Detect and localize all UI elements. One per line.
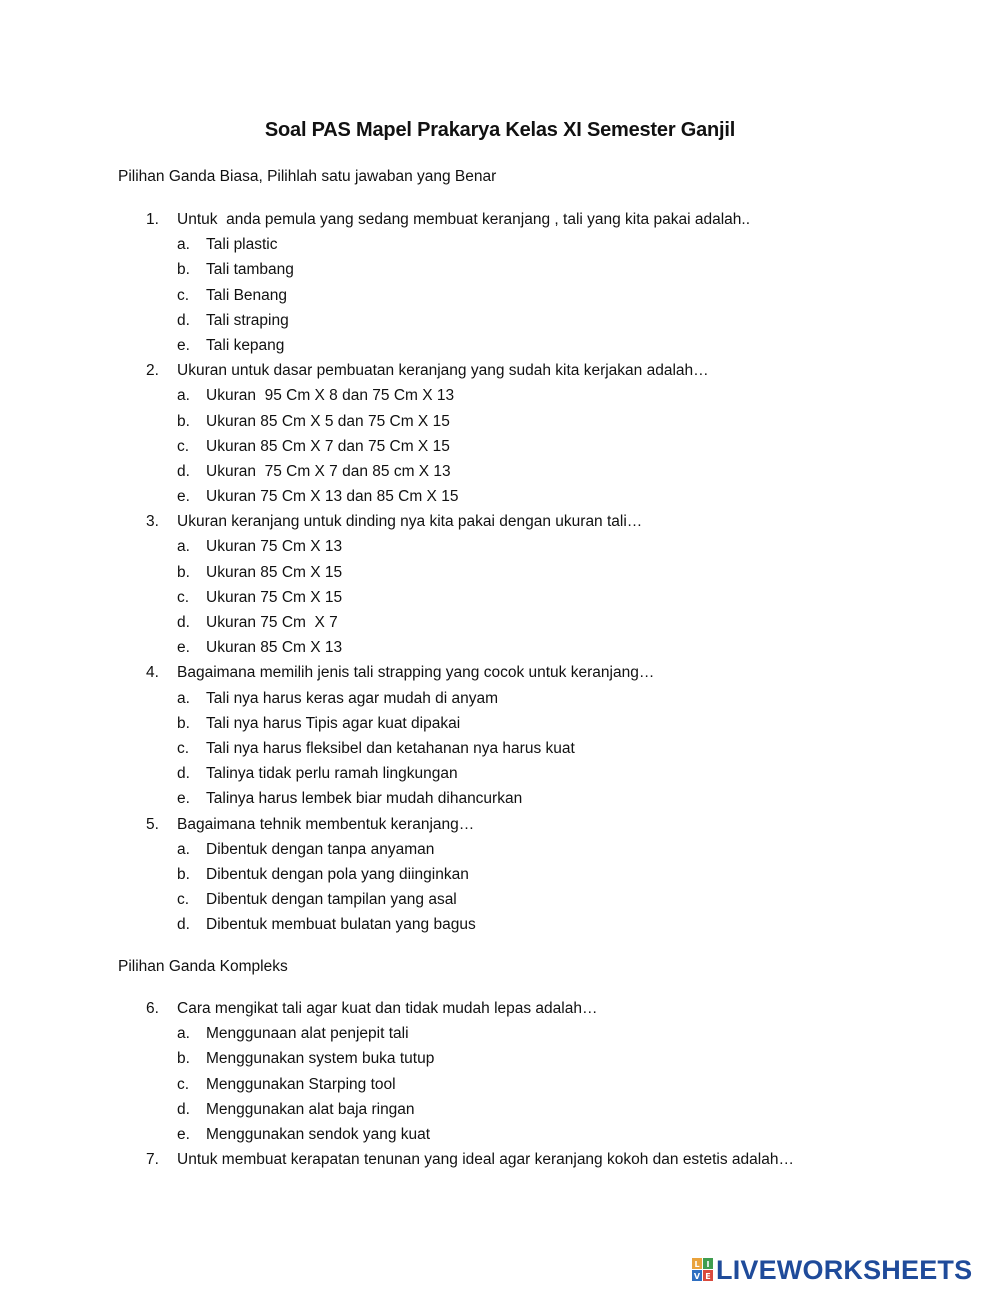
option-letter: e. (177, 790, 190, 808)
option-letter: b. (177, 563, 190, 581)
option-letter: b. (177, 1050, 190, 1068)
answer-option[interactable] (0, 409, 1000, 434)
option-letter: b. (177, 412, 190, 430)
option-letter: d. (177, 614, 190, 631)
answer-option[interactable] (0, 383, 1000, 408)
answer-option[interactable] (0, 635, 1000, 660)
svg-text:E: E (705, 1272, 711, 1281)
option-text: Tali kepang (206, 336, 285, 354)
question-4 (0, 660, 1000, 685)
answer-option[interactable] (0, 1021, 1000, 1046)
option-letter: c. (177, 286, 190, 304)
option-letter: a. (177, 840, 190, 858)
liveworksheets-logo-text: LIVEWORKSHEETS (716, 1254, 973, 1285)
option-letter: c. (177, 437, 190, 455)
option-letter: e. (177, 488, 190, 506)
answer-option[interactable] (0, 1097, 1000, 1122)
question-number: 6. (146, 1000, 159, 1017)
option-text: Ukuran 85 Cm X 7 dan 75 Cm X 15 (206, 437, 450, 455)
question-text: Bagaimana memilih jenis tali strapping yang cocok untuk keranjang… (177, 664, 655, 682)
section-heading-multiple-choice: Pilihan Ganda Biasa, Pilihlah satu jawaban yang Benar (118, 168, 497, 185)
option-text: Ukuran 85 Cm X 15 (206, 563, 343, 581)
question-number: 5. (146, 815, 159, 833)
option-letter: c. (177, 1075, 190, 1093)
answer-option[interactable] (0, 610, 1000, 635)
question-2 (0, 358, 1000, 383)
question-3 (0, 509, 1000, 534)
liveworksheets-logo-icon (692, 1258, 714, 1282)
option-text: Tali Benang (206, 286, 288, 304)
option-text: Menggunakan alat baja ringan (206, 1100, 415, 1118)
answer-option[interactable] (0, 686, 1000, 711)
answer-option[interactable] (0, 257, 1000, 282)
answer-option[interactable] (0, 308, 1000, 333)
option-letter: a. (177, 538, 190, 556)
option-letter: c. (177, 588, 190, 606)
answer-option[interactable] (0, 1072, 1000, 1097)
question-text: Untuk membuat kerapatan tenunan yang ideal agar keranjang kokoh dan estetis adalah… (177, 1151, 794, 1169)
answer-option[interactable] (0, 887, 1000, 912)
answer-option[interactable] (0, 736, 1000, 761)
option-letter: d. (177, 916, 190, 934)
option-text: Menggunakan sendok yang kuat (206, 1125, 431, 1143)
answer-option[interactable] (0, 585, 1000, 610)
option-text: Tali nya harus keras agar mudah di anyam (206, 689, 499, 707)
option-text: Ukuran 75 Cm X 13 (206, 538, 343, 556)
answer-option[interactable] (0, 534, 1000, 559)
question-number: 2. (146, 362, 159, 380)
answer-option[interactable] (0, 333, 1000, 358)
question-1 (0, 207, 1000, 232)
option-letter: e. (177, 1125, 190, 1143)
option-text: Tali nya harus fleksibel dan ketahanan nya harus kuat (206, 739, 575, 757)
section-heading-complex-choice: Pilihan Ganda Kompleks (118, 958, 288, 975)
option-text: Dibentuk dengan pola yang diinginkan (206, 865, 469, 883)
svg-text:I: I (706, 1260, 710, 1269)
question-number: 1. (146, 211, 159, 228)
option-letter: b. (177, 261, 190, 279)
option-letter: d. (177, 1100, 190, 1118)
option-text: Tali nya harus Tipis agar kuat dipakai (206, 714, 461, 732)
answer-option[interactable] (0, 1122, 1000, 1147)
option-text: Menggunaan alat penjepit tali (206, 1025, 409, 1043)
question-6 (0, 996, 1000, 1021)
option-letter: e. (177, 639, 190, 657)
question-text: Cara mengikat tali agar kuat dan tidak mudah lepas adalah… (177, 1000, 598, 1017)
question-text: Bagaimana tehnik membentuk keranjang… (177, 815, 475, 833)
liveworksheets-logo (692, 1256, 972, 1284)
answer-option[interactable] (0, 283, 1000, 308)
option-text: Dibentuk dengan tanpa anyaman (206, 840, 435, 858)
option-text: Tali straping (206, 311, 289, 329)
option-text: Tali tambang (206, 261, 294, 279)
answer-option[interactable] (0, 711, 1000, 736)
question-7 (0, 1147, 1000, 1172)
option-text: Dibentuk membuat bulatan yang bagus (206, 916, 476, 934)
answer-option[interactable] (0, 560, 1000, 585)
question-number: 4. (146, 664, 159, 682)
question-text: Untuk anda pemula yang sedang membuat keranjang , tali yang kita pakai adalah.. (177, 211, 751, 228)
option-letter: d. (177, 462, 190, 480)
option-text: Ukuran 75 Cm X 7 dan 85 cm X 13 (206, 462, 451, 480)
option-text: Ukuran 95 Cm X 8 dan 75 Cm X 13 (206, 387, 455, 405)
question-text: Ukuran untuk dasar pembuatan keranjang yang sudah kita kerjakan adalah… (177, 362, 709, 380)
answer-option[interactable] (0, 434, 1000, 459)
question-5 (0, 812, 1000, 837)
option-letter: e. (177, 336, 190, 354)
option-letter: d. (177, 311, 190, 329)
answer-option[interactable] (0, 459, 1000, 484)
option-letter: a. (177, 689, 190, 707)
option-letter: a. (177, 387, 190, 405)
option-letter: d. (177, 765, 190, 783)
option-letter: c. (177, 891, 190, 909)
answer-option[interactable] (0, 232, 1000, 257)
option-text: Menggunakan Starping tool (206, 1075, 396, 1093)
option-text: Ukuran 85 Cm X 13 (206, 639, 343, 657)
answer-option[interactable] (0, 862, 1000, 887)
option-text: Talinya tidak perlu ramah lingkungan (206, 765, 458, 783)
option-letter: a. (177, 236, 190, 254)
option-letter: b. (177, 865, 190, 883)
question-number: 7. (146, 1151, 159, 1169)
option-text: Ukuran 75 Cm X 13 dan 85 Cm X 15 (206, 488, 459, 506)
answer-option[interactable] (0, 484, 1000, 509)
option-text: Talinya harus lembek biar mudah dihancurkan (206, 790, 523, 808)
question-list-complex-choice (0, 996, 1000, 1172)
option-letter: a. (177, 1025, 190, 1043)
option-text: Ukuran 85 Cm X 5 dan 75 Cm X 15 (206, 412, 450, 430)
option-letter: b. (177, 714, 190, 732)
option-letter: c. (177, 739, 190, 757)
page-title: Soal PAS Mapel Prakarya Kelas XI Semester Ganjil (264, 119, 736, 141)
option-text: Menggunakan system buka tutup (206, 1050, 435, 1068)
svg-text:L: L (694, 1260, 700, 1269)
answer-option[interactable] (0, 1046, 1000, 1071)
option-text: Ukuran 75 Cm X 7 (206, 614, 338, 631)
answer-option[interactable] (0, 761, 1000, 786)
answer-option[interactable] (0, 837, 1000, 862)
option-text: Tali plastic (206, 236, 278, 254)
option-text: Ukuran 75 Cm X 15 (206, 588, 343, 606)
question-list-multiple-choice (0, 207, 1000, 937)
question-text: Ukuran keranjang untuk dinding nya kita pakai dengan ukuran tali… (177, 513, 643, 531)
svg-text:V: V (693, 1272, 701, 1281)
question-number: 3. (146, 513, 159, 531)
answer-option[interactable] (0, 786, 1000, 811)
answer-option[interactable] (0, 912, 1000, 937)
option-text: Dibentuk dengan tampilan yang asal (206, 891, 457, 909)
